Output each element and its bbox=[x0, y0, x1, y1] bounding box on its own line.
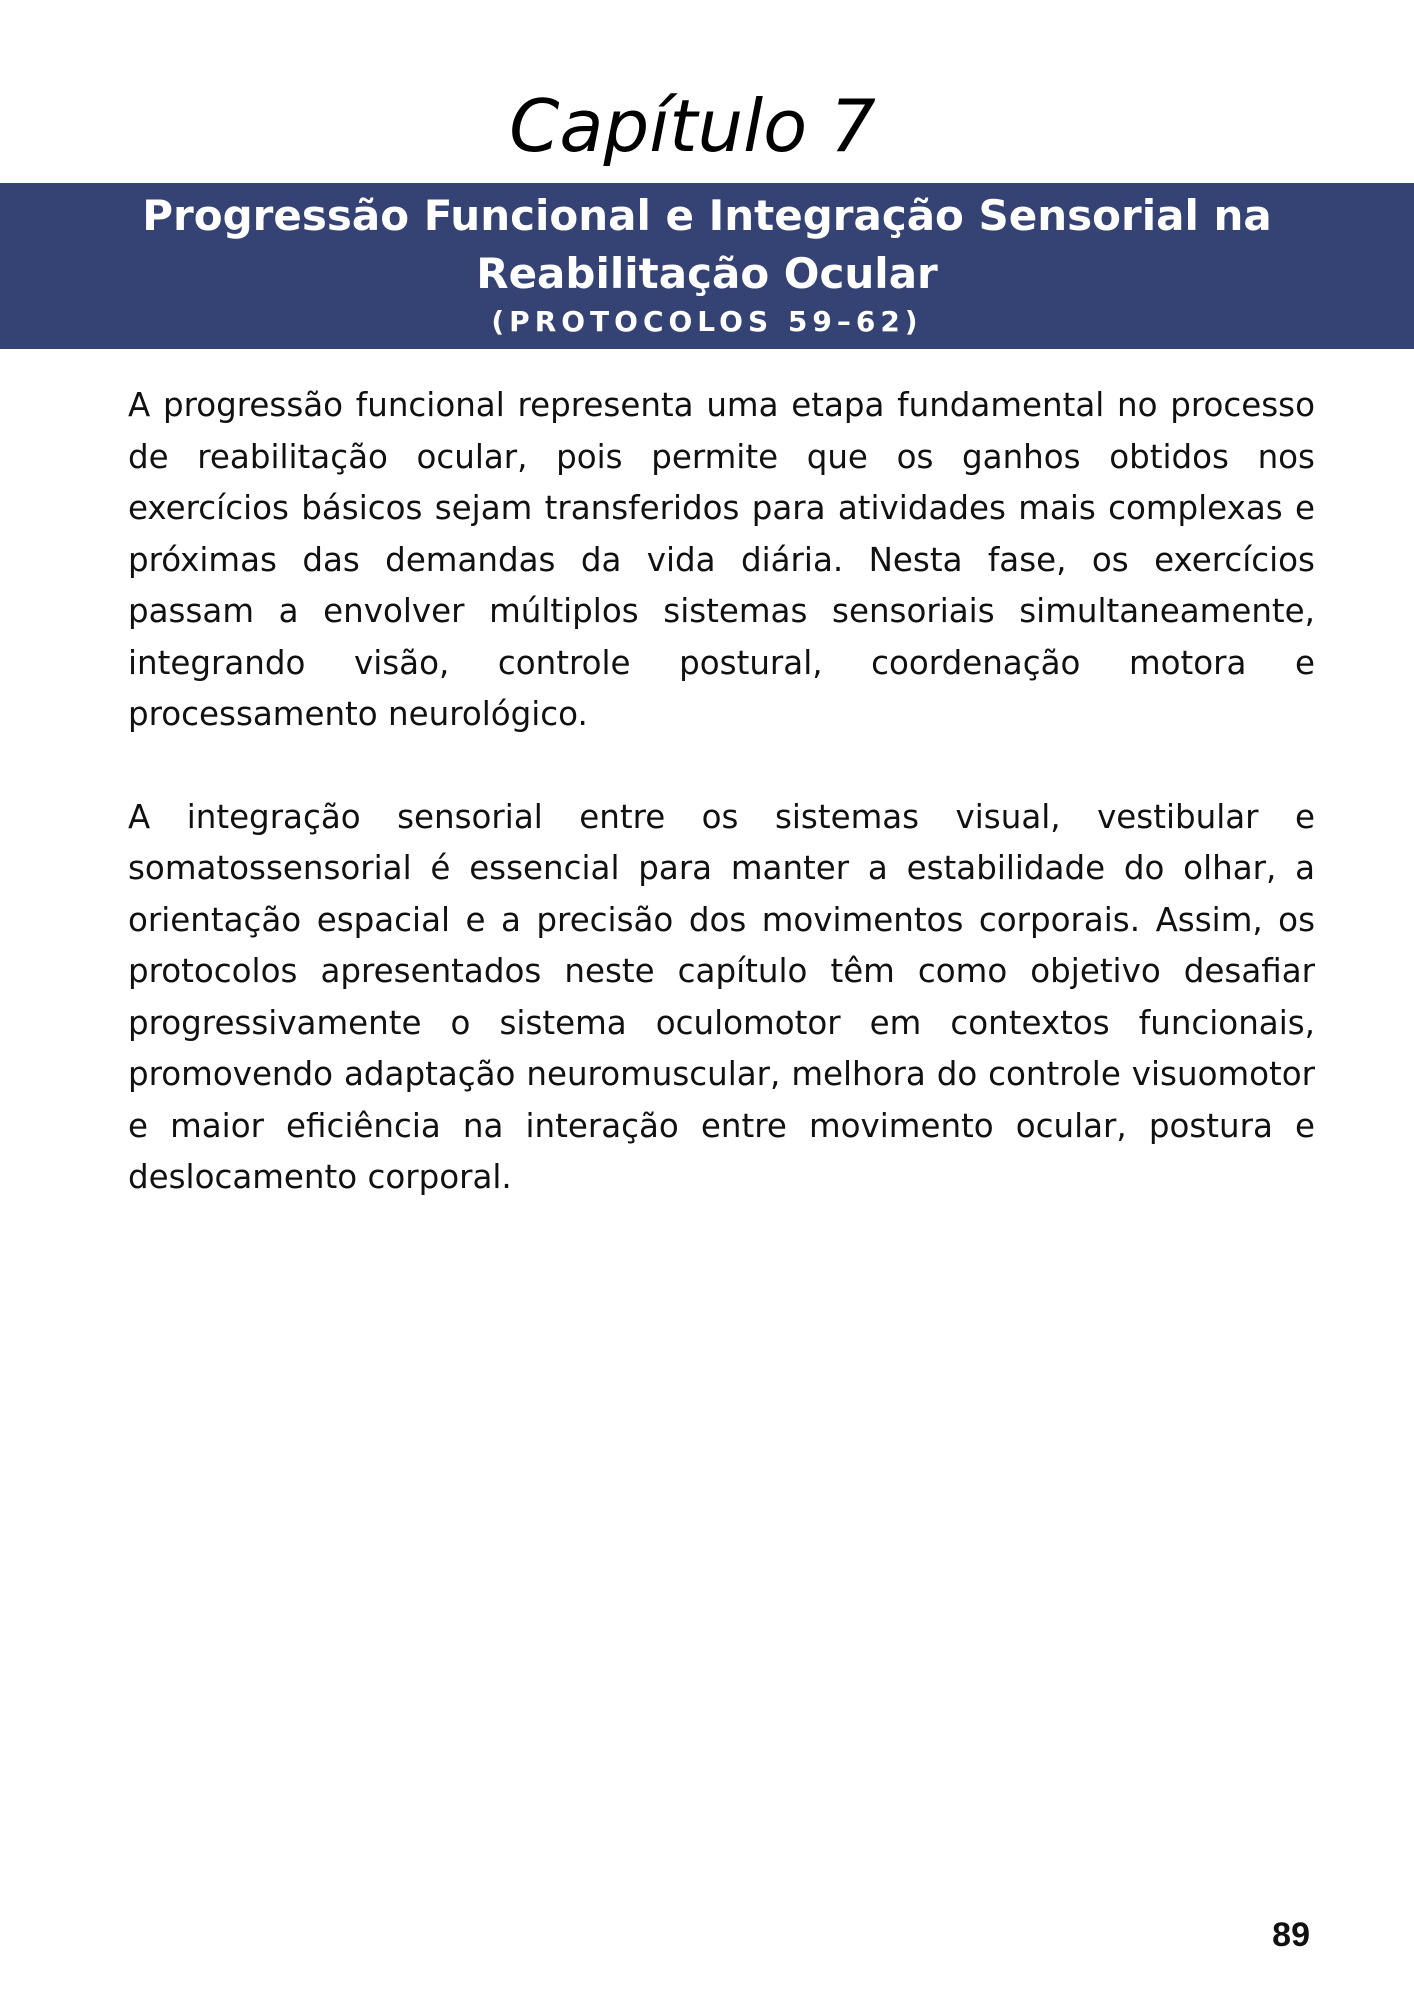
body-text bbox=[128, 380, 1315, 1255]
chapter-title: Capítulo 7 bbox=[509, 84, 876, 168]
page-number: 89 bbox=[1272, 1916, 1310, 1954]
paragraph: A progressão funcional representa uma etapa fundamental no processo de reabilitação ocular, pois permite que os ganhos obtidos nos exercícios básicos sejam transferidos para atividades mais complexas e próximas das demandas da vida diária. Nesta fase, os exercícios passam a envolver múltiplos sistemas sensoriais simultaneamente, integrando visão, controle postural, coordenação motora e processamento neurológico. bbox=[128, 386, 1315, 733]
banner-subtitle: (PROTOCOLOS 59–62) bbox=[491, 305, 923, 338]
chapter-banner bbox=[0, 183, 1414, 349]
paragraph: A integração sensorial entre os sistemas visual, vestibular e somatossensorial é essencial para manter a estabilidade do olhar, a orientação espacial e a precisão dos movimentos corporais. Assim, os protocolos apresentados neste capítulo têm como objetivo desafiar progressivamente o sistema oculomotor em contextos funcionais, promovendo adaptação neuromuscular, melhora do controle visuomotor e maior eficiência na interação entre movimento ocular, postura e deslocamento corporal. bbox=[128, 797, 1315, 1196]
banner-title: Progressão Funcional e Integração Sensorial na Reabilitação Ocular bbox=[142, 191, 1272, 298]
